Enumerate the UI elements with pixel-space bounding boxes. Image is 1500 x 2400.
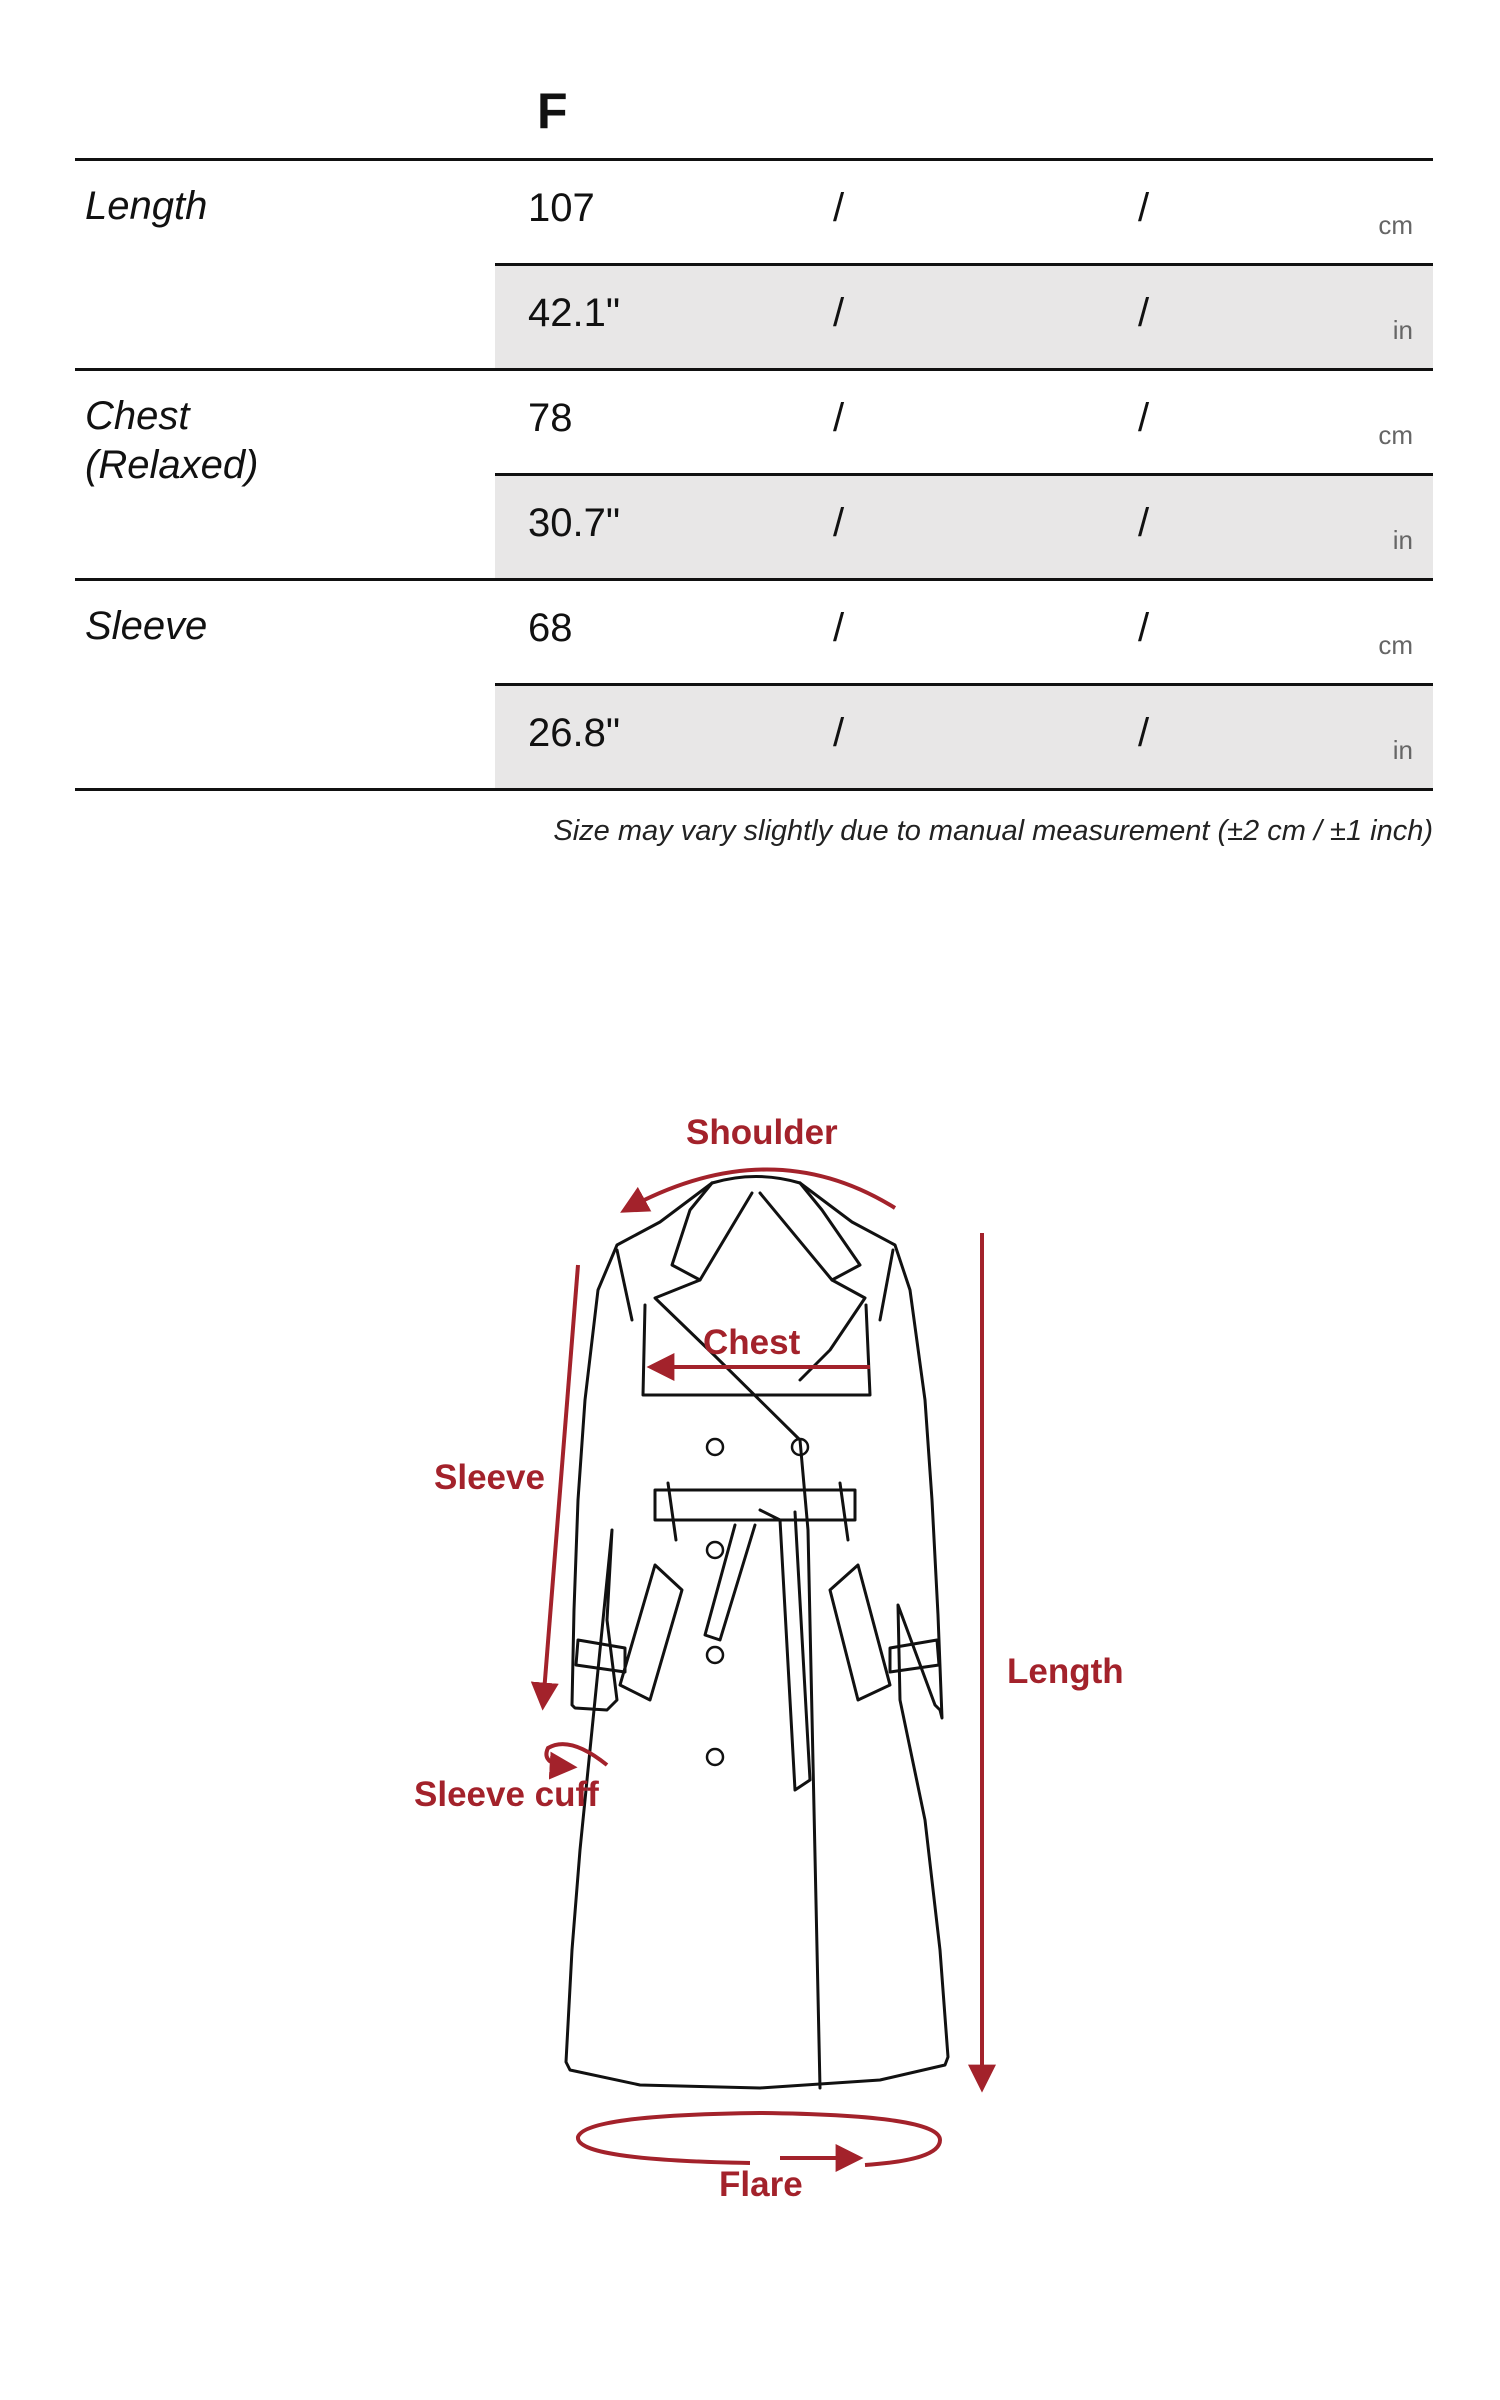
separator: / <box>1138 396 1150 440</box>
sleeve-cm-value: 68 <box>528 606 573 650</box>
separator: / <box>1138 291 1150 335</box>
measurement-note: Size may vary slightly due to manual measurement (±2 cm / ±1 inch) <box>553 815 1433 847</box>
separator: / <box>833 606 845 650</box>
length-cm-value: 107 <box>528 186 595 230</box>
separator: / <box>1138 186 1150 230</box>
table-rule <box>75 788 1433 791</box>
table-rule <box>75 158 1433 161</box>
row-label-chest: Chest (Relaxed) <box>85 394 259 488</box>
separator: / <box>833 186 845 230</box>
shoulder-label: Shoulder <box>686 1113 838 1152</box>
inch-row-shade <box>495 265 1433 368</box>
table-rule <box>75 368 1433 371</box>
separator: / <box>833 711 845 755</box>
separator: / <box>833 396 845 440</box>
unit-cm: cm <box>1378 630 1413 660</box>
unit-cm: cm <box>1378 210 1413 240</box>
chest-in-value: 30.7" <box>528 501 621 545</box>
table-subrule <box>495 473 1433 476</box>
measurement-diagram <box>0 1080 1500 2320</box>
chest-cm-value: 78 <box>528 396 573 440</box>
sleeve-label: Sleeve <box>434 1458 545 1497</box>
table-subrule <box>495 263 1433 266</box>
inch-row-shade <box>495 475 1433 578</box>
sleeve-in-value: 26.8" <box>528 711 621 755</box>
flare-label: Flare <box>719 2165 803 2204</box>
chest-label: Chest <box>703 1323 801 1362</box>
row-label-length: Length <box>85 184 208 228</box>
row-label-sleeve: Sleeve <box>85 604 208 648</box>
size-column-header: F <box>537 83 568 139</box>
table-rule <box>75 578 1433 581</box>
separator: / <box>833 291 845 335</box>
length-in-value: 42.1" <box>528 291 621 335</box>
trench-coat-illustration <box>0 1080 1500 2320</box>
separator: / <box>833 501 845 545</box>
unit-cm: cm <box>1378 420 1413 450</box>
inch-row-shade <box>495 685 1433 788</box>
separator: / <box>1138 606 1150 650</box>
table-subrule <box>495 683 1433 686</box>
sleeve-cuff-label: Sleeve cuff <box>414 1775 599 1814</box>
unit-in: in <box>1392 735 1413 765</box>
unit-in: in <box>1392 315 1413 345</box>
length-label: Length <box>1007 1652 1124 1691</box>
unit-in: in <box>1392 525 1413 555</box>
separator: / <box>1138 711 1150 755</box>
separator: / <box>1138 501 1150 545</box>
